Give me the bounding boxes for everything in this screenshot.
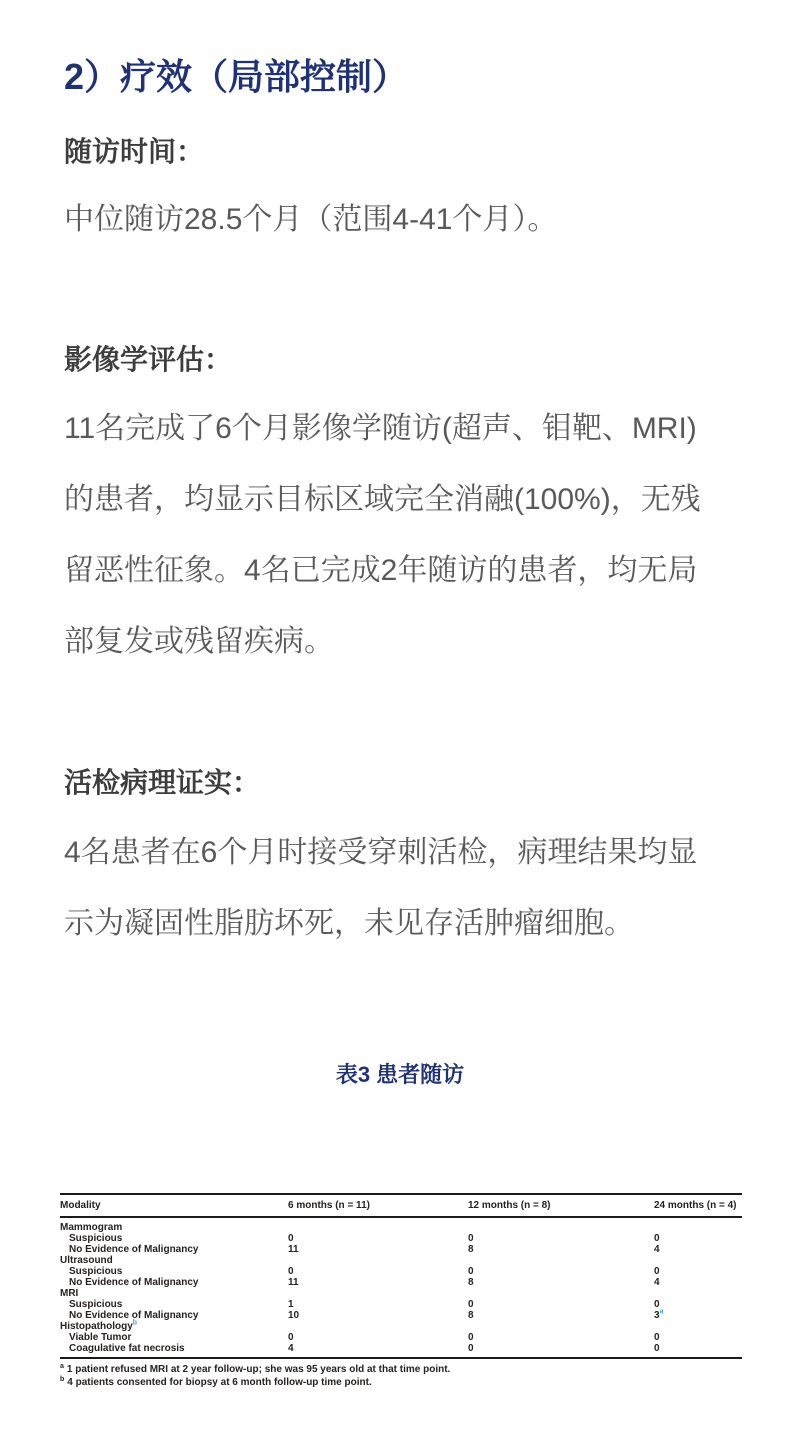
row-value: 11 <box>288 1277 299 1288</box>
row-label: Suspicious <box>69 1266 123 1277</box>
row-value: 0 <box>654 1332 660 1343</box>
table-row <box>60 1244 742 1255</box>
row-label: No Evidence of Malignancy <box>69 1277 199 1288</box>
row-value <box>288 1321 468 1332</box>
row-value <box>468 1288 654 1299</box>
table-caption: 表3 患者随访 <box>335 1062 465 1087</box>
page-title: 2）疗效（局部控制） <box>64 56 409 97</box>
paragraph-line: 4名患者在6个月时接受穿刺活检，病理结果均显 <box>64 836 698 869</box>
row-value: 11 <box>288 1244 299 1255</box>
row-value: 10 <box>288 1310 300 1321</box>
paragraph-line: 示为凝固性脂肪坏死，未见存活肿瘤细胞。 <box>64 907 634 940</box>
row-value: 0 <box>468 1343 654 1358</box>
row-label: Coagulative fat necrosis <box>60 1343 288 1358</box>
paragraph-followup-time <box>64 184 557 255</box>
row-label: Ultrasound <box>60 1255 113 1266</box>
section-label-biopsy-pathology: 活检病理证实： <box>64 767 261 798</box>
table-row <box>60 1255 742 1266</box>
table-row <box>60 1343 742 1358</box>
table-header-row <box>60 1194 742 1217</box>
paragraph-line: 的患者，均显示目标区域完全消融(100%)，无残 <box>64 483 701 516</box>
table-row <box>60 1299 742 1310</box>
footnote-reference: b <box>132 1319 138 1327</box>
section-label-followup-time: 随访时间： <box>64 136 205 167</box>
row-value: 0 <box>654 1343 742 1358</box>
row-label: Histopathology$^b$ <box>60 1319 138 1332</box>
row-value: 0 <box>654 1233 660 1244</box>
row-value: 0 <box>288 1233 294 1244</box>
row-value: 0 <box>654 1299 660 1310</box>
table-row <box>60 1310 742 1321</box>
paragraph-line: 11名完成了6个月影像学随访(超声、钼靶、MRI) <box>64 412 697 445</box>
row-value: 0 <box>468 1266 474 1277</box>
paragraph-line: 部复发或残留疾病。 <box>64 625 334 658</box>
row-value: 0 <box>654 1266 660 1277</box>
patient-followup-table <box>60 1193 742 1359</box>
paragraph-line: 留恶性征象。4名已完成2年随访的患者，均无局 <box>64 554 698 587</box>
row-label: MRI <box>60 1288 79 1299</box>
table-row <box>60 1233 742 1244</box>
row-value: 8 <box>468 1277 474 1288</box>
row-label: Suspicious <box>69 1299 123 1310</box>
footnote-b-marker: b <box>60 1375 65 1383</box>
row-value <box>654 1321 742 1332</box>
row-value: 1 <box>288 1299 294 1310</box>
footnote-a <box>60 1363 742 1376</box>
row-value: 0 <box>468 1332 474 1343</box>
row-value <box>468 1217 654 1233</box>
row-value: 0 <box>468 1233 474 1244</box>
section-label-imaging-evaluation: 影像学评估： <box>64 344 233 375</box>
row-value <box>288 1217 468 1233</box>
column-header-6-months: 6 months (n = 11) <box>288 1194 468 1217</box>
table-row <box>60 1332 742 1343</box>
followup-table-body <box>60 1217 742 1358</box>
table-footnotes <box>60 1363 742 1389</box>
row-label: No Evidence of Malignancy <box>69 1310 199 1321</box>
row-value <box>654 1288 742 1299</box>
row-value: 0 <box>468 1299 474 1310</box>
row-value <box>288 1255 468 1266</box>
row-value: 8 <box>468 1310 474 1321</box>
table-row <box>60 1217 742 1233</box>
paragraph-imaging-evaluation <box>64 393 701 677</box>
patient-followup-table-container <box>60 1193 742 1389</box>
footnote-b-text: 4 patients consented for biopsy at 6 month follow-up time point. <box>67 1377 372 1388</box>
row-label: Mammogram <box>60 1222 123 1233</box>
table-row <box>60 1321 742 1332</box>
table-row <box>60 1277 742 1288</box>
footnote-b <box>60 1376 742 1389</box>
row-value: 4 <box>288 1343 468 1358</box>
row-value <box>654 1217 742 1233</box>
paragraph-line: 中位随访28.5个月（范围4-41个月）。 <box>64 203 558 236</box>
row-value: 8 <box>468 1244 474 1255</box>
footnote-a-text: 1 patient refused MRI at 2 year follow-up; she was 95 years old at that time point. <box>66 1364 451 1375</box>
footnote-a-marker: a <box>60 1362 64 1370</box>
row-label: Suspicious <box>69 1233 123 1244</box>
paragraph-biopsy-pathology <box>64 817 697 959</box>
footnote-reference: a <box>659 1308 664 1316</box>
row-label: Viable Tumor <box>69 1332 132 1343</box>
row-value <box>654 1255 742 1266</box>
row-value <box>468 1321 654 1332</box>
table-row <box>60 1288 742 1299</box>
row-value <box>468 1255 654 1266</box>
table-row <box>60 1266 742 1277</box>
column-header-24-months: 24 months (n = 4) <box>654 1194 742 1217</box>
row-value: 4 <box>654 1244 660 1255</box>
row-value: 4 <box>654 1277 660 1288</box>
row-value: 0 <box>288 1332 294 1343</box>
row-label: No Evidence of Malignancy <box>69 1244 199 1255</box>
row-value: 3$^a$ <box>654 1308 664 1321</box>
row-value <box>288 1288 468 1299</box>
column-header-12-months: 12 months (n = 8) <box>468 1194 654 1217</box>
column-header-modality: Modality <box>60 1194 288 1217</box>
row-value: 0 <box>288 1266 294 1277</box>
